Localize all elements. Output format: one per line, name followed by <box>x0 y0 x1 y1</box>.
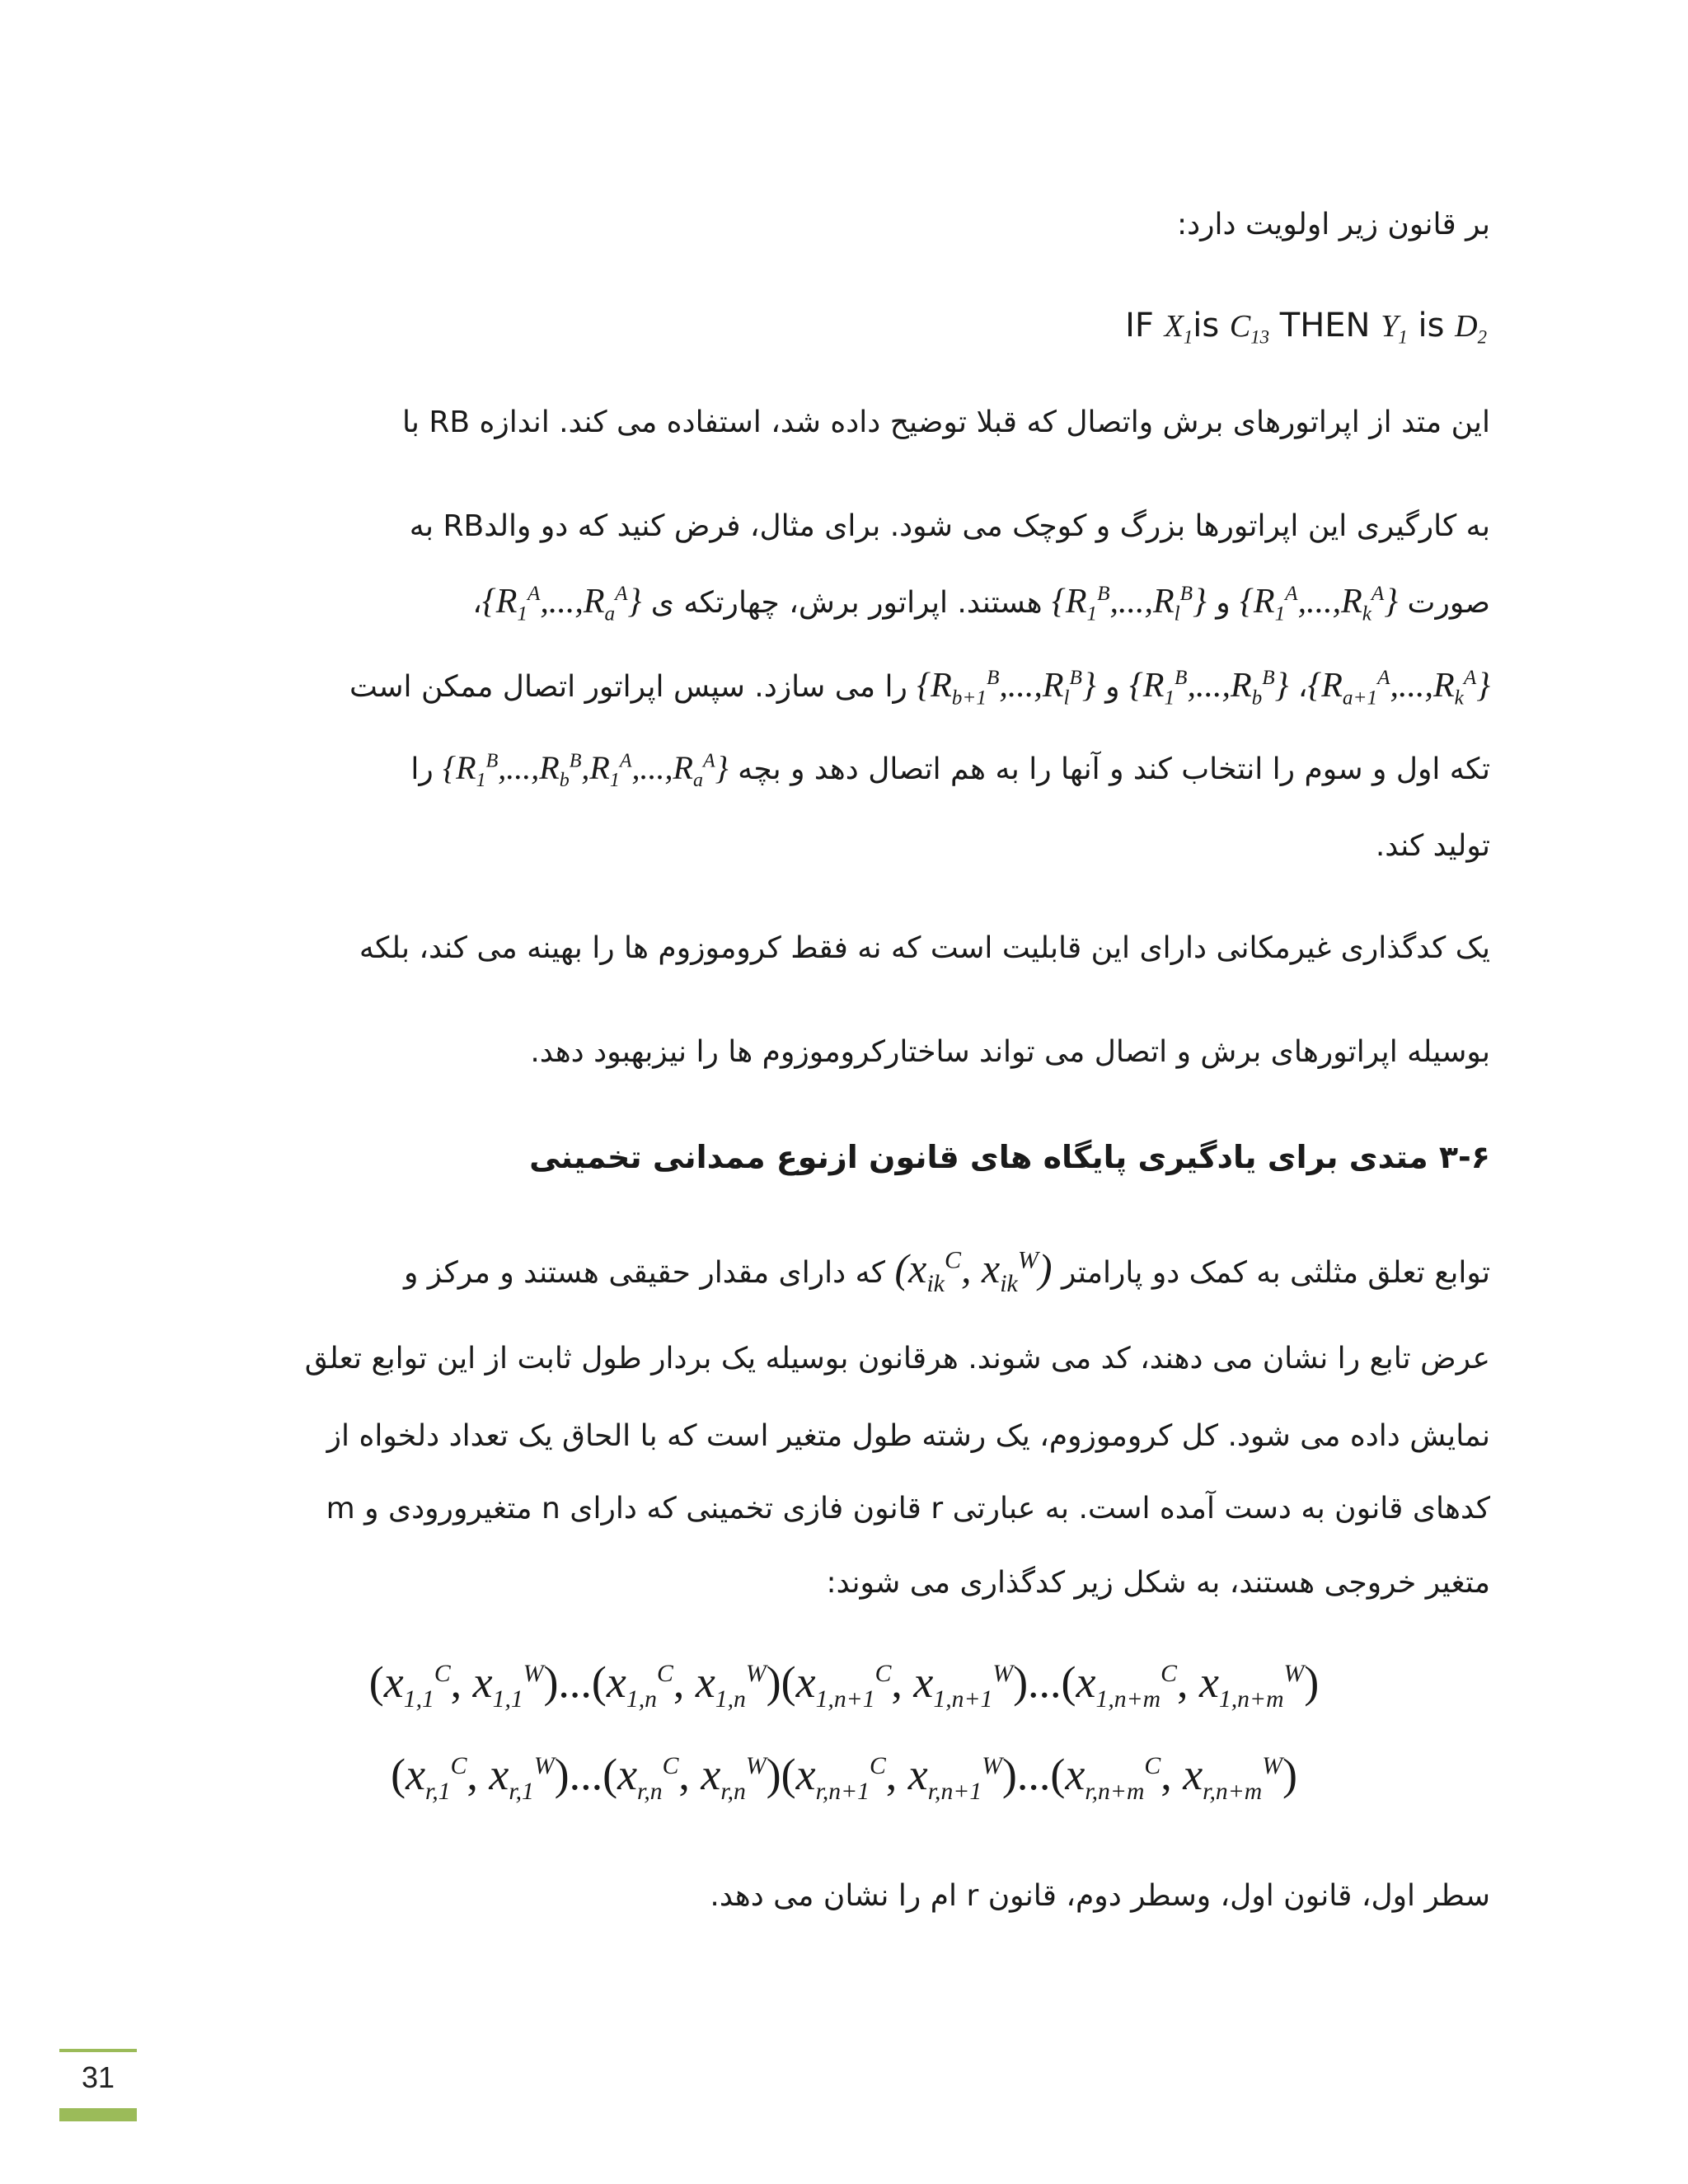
text: تکه اول و سوم را انتخاب کند و آنها را به هم اتصال دهد و بچه <box>738 752 1490 786</box>
paragraph-line <box>327 1419 1490 1453</box>
text: صورت <box>1407 586 1490 620</box>
if-keyword: IF <box>1125 307 1154 344</box>
rule-statement <box>1125 307 1487 349</box>
section-heading <box>529 1139 1490 1175</box>
text: بر قانون زیر اولویت دارد: <box>1176 208 1490 241</box>
text: سطر اول، قانون اول، وسطر دوم، قانون r ام را نشان می دهد. <box>710 1879 1490 1913</box>
then-keyword: THEN <box>1279 307 1371 344</box>
page-number-top-rule <box>59 2049 137 2052</box>
paragraph-line <box>404 1244 1490 1298</box>
math-set-rA-a: $\{R_1^A,...,R_a^A\}$ <box>481 583 642 626</box>
paragraph-line: $\{R_{a+1}^A,...,R_k^A\}،$ $\{R_1^B,...,R_b^B\}$ و $\{R_{b+1}^B,...,R_l^B\}$ را می سازد. سپس اپراتور اتصال ممکن است <box>349 667 1490 710</box>
math-set-rB-b: $\{R_1^B,...,R_b^B\}$ <box>1129 667 1289 710</box>
paragraph-line: صورت $\{R_1^A,...,R_k^A\}$ و $\{R_1^B,...,R_l^B\}$ هستند. اپراتور برش، چهارتکه ی $\{R_1^A,...,R_a^A\}،$ <box>472 583 1490 626</box>
paragraph-line <box>359 931 1490 965</box>
text: را <box>410 752 434 786</box>
text: را می سازد. سپس اپراتور اتصال ممکن است <box>349 670 907 704</box>
page-number: 31 <box>81 2060 115 2094</box>
text: متغیر خروجی هستند، به شکل زیر کدگذاری می شوند: <box>826 1566 1490 1600</box>
page-number-bottom-bar <box>59 2108 137 2121</box>
text: تولید کند. <box>1375 829 1490 863</box>
is-keyword-2: is <box>1418 307 1445 344</box>
math-y1: $Y_1$ <box>1381 309 1408 348</box>
paragraph-line <box>402 405 1490 439</box>
paragraph-line <box>826 1566 1490 1600</box>
paragraph-line <box>530 1035 1490 1069</box>
text: این متد از اپراتورهای برش واتصال که قبلا توضیح داده شد، استفاده می کند. اندازه RB با <box>401 405 1490 439</box>
text: و <box>1105 670 1120 704</box>
chromosome-formula-row-2: ($x_{r,1}^C$, $x_{r,1}^W)...(x_{r,n}^C$, $x_{r,n}^W)(x_{r,n+1}^C$, $x_{r,n+1}^W)...(x_{r,n+m}^C$, $x_{r,n+m}^W$) <box>391 1750 1297 1805</box>
paragraph-line <box>410 509 1490 543</box>
chromosome-formula-row-1: ($x_{1,1}^C$, $x_{1,1}^W)...(x_{1,n}^C$, $x_{1,n}^W)(x_{1,n+1}^C$, $x_{1,n+1}^W)...(x_{1,n+m}^C$, $x_{1,n+m}^W$) <box>368 1657 1320 1713</box>
text: کدهای قانون به دست آمده است. به عبارتی r قانون فازی تخمینی که دارای n متغیرورودی و m <box>326 1492 1490 1526</box>
paragraph-line <box>1177 208 1490 241</box>
math-param-pair: ($x_{ik}^C$, $x_{ik}^W$) <box>894 1245 1053 1297</box>
is-keyword: is <box>1193 307 1220 344</box>
text: نمایش داده می شود. کل کروموزوم، یک رشته طول متغیر است که با الحاق یک تعداد دلخواه از <box>326 1419 1490 1453</box>
heading-text: ۳-۶ متدی برای یادگیری پایگاه های قانون ازنوع ممدانی تخمینی <box>529 1139 1490 1175</box>
math-d2: $D_2$ <box>1455 309 1487 348</box>
text: یک کدگذاری غیرمکانی دارای این قابلیت است که نه فقط کروموزوم ها را بهینه می کند، بلکه <box>359 931 1490 965</box>
paragraph-line <box>710 1879 1490 1913</box>
math-set-rB-l: $\{R_1^B,...,R_l^B\}$ <box>1052 583 1207 626</box>
text: و <box>1216 586 1231 620</box>
text: هستند. اپراتور برش، چهارتکه ی <box>650 586 1043 620</box>
math-child-set: $\{R_1^B,...,R_b^B,R_1^A,...,R_a^A\}$ <box>443 749 729 791</box>
text: به کارگیری این اپراتورها بزرگ و کوچک می شود. برای مثال، فرض کنید که دو والدRB به <box>409 509 1490 543</box>
text: که دارای مقدار حقیقی هستند و مرکز و <box>403 1256 886 1290</box>
math-x1: $X_1$ <box>1164 309 1193 348</box>
math-c13: $C_{13}$ <box>1229 309 1270 348</box>
math-set-rA-k: $\{R_1^A,...,R_k^A\}$ <box>1240 583 1399 626</box>
paragraph-line <box>410 748 1490 792</box>
paragraph-line <box>326 1492 1490 1526</box>
text: بوسیله اپراتورهای برش و اتصال می تواند ساختارکروموزوم ها را نیزبهبود دهد. <box>530 1035 1490 1069</box>
text: توابع تعلق مثلثی به کمک دو پارامتر <box>1061 1256 1490 1290</box>
math-set-rA-a1-k: $\{R_{a+1}^A,...,R_k^A\}$ <box>1307 667 1490 710</box>
text: عرض تابع را نشان می دهند، کد می شوند. هرقانون بوسیله یک بردار طول ثابت از این توابع تعلق <box>304 1342 1490 1376</box>
paragraph-line <box>1376 829 1490 863</box>
math-set-rB-b1-l: $\{R_{b+1}^B,...,R_l^B\}$ <box>917 667 1096 710</box>
paragraph-line <box>305 1342 1490 1376</box>
